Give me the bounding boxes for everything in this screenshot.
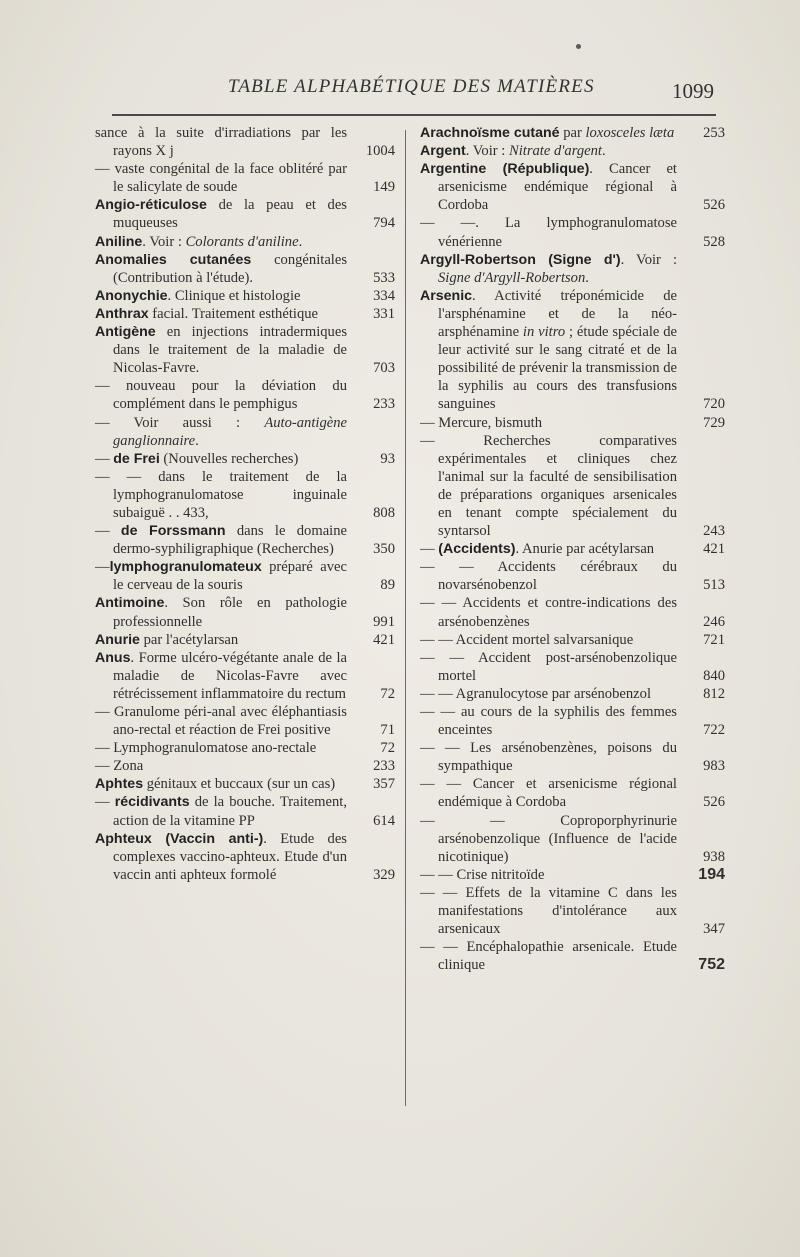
entry-text	[420, 594, 677, 630]
entry-segment: — nouveau pour la déviation du complément dans le pemphigus	[95, 378, 347, 413]
index-entry	[95, 594, 395, 630]
entry-page-number: 334	[373, 287, 395, 304]
entry-segment: — — Accidents cérébraux du novarsénobenzol	[420, 559, 677, 594]
entry-text	[95, 703, 347, 739]
entry-segment: . Voir :	[620, 251, 678, 268]
entry-text	[95, 450, 347, 468]
entry-page-number: 729	[703, 414, 725, 431]
entry-segment: dans le domaine dermo-syphiligraphique (Recherches)	[113, 523, 347, 558]
entry-page-number: 720	[703, 396, 725, 413]
entry-text	[420, 432, 677, 541]
entry-text	[420, 160, 677, 214]
entry-text	[420, 739, 677, 775]
entry-page-number: 71	[380, 722, 395, 739]
entry-text	[420, 124, 677, 142]
index-entry	[420, 938, 725, 974]
index-entry	[95, 377, 395, 413]
entry-page-number: 253	[703, 125, 725, 141]
index-entry	[420, 414, 725, 432]
entry-page-number: 614	[373, 812, 395, 829]
entry-segment: (Nouvelles recherches)	[159, 450, 299, 467]
entry-page-number: 350	[373, 541, 395, 558]
right-column	[420, 124, 725, 974]
entry-headword: Argentine (République)	[420, 161, 590, 178]
entry-text	[95, 233, 347, 251]
index-entry	[95, 775, 395, 793]
entry-segment: . Clinique et histologie	[167, 287, 301, 304]
entry-page-number: 93	[380, 450, 395, 467]
entry-text	[420, 866, 677, 884]
entry-text	[95, 757, 347, 775]
entry-text	[95, 522, 347, 558]
entry-segment: Nitrate d'argent	[508, 143, 602, 160]
entry-page-number: 72	[380, 740, 395, 757]
entry-headword: Angio-réticulose	[95, 197, 207, 214]
entry-segment: — — Effets de la vitamine C dans les manifestations d'intolérance aux arsenicaux	[420, 884, 677, 938]
index-entry	[420, 775, 725, 811]
entry-segment: — — Crise nitritoïde	[420, 866, 545, 883]
entry-text	[95, 631, 347, 649]
entry-segment: loxosceles læta	[585, 125, 675, 141]
entry-segment: génitaux et buccaux (sur un cas)	[143, 776, 336, 793]
page-number: 1099	[672, 79, 714, 103]
entry-segment: . Anurie par acétylarsan	[515, 541, 655, 558]
entry-segment: —	[95, 523, 121, 540]
entry-headword: Aniline	[95, 233, 143, 250]
entry-segment: — vaste congénital de la face oblitéré par le salicylate de soude	[95, 161, 347, 196]
column-divider	[405, 130, 406, 1106]
entry-page-number: 526	[703, 794, 725, 811]
entry-headword: Aphtes	[95, 776, 144, 793]
index-entry	[420, 884, 725, 938]
entry-text	[95, 124, 347, 160]
entry-text	[95, 287, 347, 305]
index-entry	[420, 594, 725, 630]
entry-segment: — — dans le traitement de la lymphogranulomatose inguinale subaiguë . . 433,	[95, 468, 347, 521]
entry-headword: de Forssmann	[120, 523, 226, 540]
index-entry	[420, 142, 725, 160]
entry-page-number: 357	[373, 776, 395, 793]
index-entry	[95, 649, 395, 703]
index-entry	[95, 124, 395, 160]
entry-page-number: 72	[380, 685, 395, 702]
index-entry	[95, 305, 395, 323]
entry-headword: Arsenic	[420, 287, 473, 304]
index-entry	[95, 450, 395, 468]
entry-text	[95, 160, 347, 196]
entry-segment: de la bouche. Traitement, action de la vitamine PP	[113, 794, 347, 829]
entry-page-number: 722	[703, 722, 725, 739]
entry-segment: — —. La lymphogranulomatose vénérienne	[420, 215, 677, 250]
index-entry	[95, 558, 395, 594]
entry-segment: — — au cours de la syphilis des femmes enceintes	[420, 704, 677, 739]
entry-page-number: 812	[703, 685, 725, 702]
index-entry	[420, 739, 725, 775]
left-column	[95, 124, 395, 884]
entry-text	[420, 251, 677, 287]
entry-page-number: 246	[703, 613, 725, 630]
header-rule	[112, 114, 716, 116]
entry-segment: — Granulome péri-anal avec éléphantiasis ano-rectal et réaction de Frei positive	[95, 704, 347, 739]
entry-text	[420, 812, 677, 866]
entry-page-number: 703	[373, 360, 395, 377]
entry-text	[95, 649, 347, 703]
entry-text	[420, 414, 677, 432]
entry-text	[95, 793, 347, 829]
index-entry	[95, 522, 395, 558]
entry-segment: —	[420, 541, 439, 558]
entry-page-number: 752	[698, 956, 725, 974]
entry-segment: Signe d'Argyll-Robertson	[438, 269, 586, 286]
entry-text	[95, 323, 347, 377]
running-head	[0, 76, 800, 106]
entry-text	[420, 703, 677, 739]
entry-headword: Anonychie	[95, 287, 168, 304]
index-entry	[420, 558, 725, 594]
index-entry	[95, 160, 395, 196]
index-entry	[95, 468, 395, 522]
index-entry	[420, 685, 725, 703]
entry-headword: Antimoine	[95, 595, 165, 612]
entry-page-number: 233	[373, 396, 395, 413]
index-entry	[420, 812, 725, 866]
entry-page-number: 421	[373, 631, 395, 648]
entry-segment: . Cancer et arsenicisme endémique régional à Cordoba	[438, 161, 677, 214]
entry-segment: . Etude des complexes vaccino-aphteux. Etude d'un vaccin anti aphteux formolé	[113, 830, 347, 883]
entry-text	[420, 540, 677, 558]
entry-page-number: 721	[703, 631, 725, 648]
entry-text	[95, 558, 347, 594]
entry-text	[95, 739, 347, 757]
index-entry	[95, 703, 395, 739]
entry-text	[95, 775, 347, 793]
entry-page-number: 421	[703, 541, 725, 558]
entry-text	[95, 377, 347, 413]
index-entry	[95, 196, 395, 232]
entry-segment: — — Agranulocytose par arsénobenzol	[420, 685, 651, 702]
entry-page-number: 528	[703, 233, 725, 250]
index-entry	[95, 251, 395, 287]
entry-segment: sance à la suite d'irradiations par les rayons X j	[95, 125, 347, 160]
entry-page-number: 533	[373, 269, 395, 286]
entry-segment: congénitales (Contribution à l'étude).	[113, 251, 348, 286]
entry-headword: Anus	[95, 649, 131, 666]
entry-segment: . Forme ulcéro-végétante anale de la maladie de Nicolas-Favre avec rétrécissement inflammatoire du rectum	[113, 649, 347, 702]
entry-page-number: 526	[703, 197, 725, 214]
entry-segment: par l'acétylarsan	[139, 631, 239, 648]
entry-segment: . Activité tréponémicide de l'arsphénamine et de la néo-arsphénamine	[438, 287, 677, 341]
entry-page-number: 794	[373, 215, 395, 232]
entry-segment: — Lymphogranulomatose ano-rectale	[95, 740, 317, 757]
entry-segment: — — Coproporphyrinurie arsénobenzolique (Influence de l'acide nicotinique)	[420, 812, 677, 865]
entry-headword: Anomalies cutanées	[95, 251, 252, 268]
index-entry	[420, 160, 725, 214]
entry-text	[420, 558, 677, 594]
entry-page-number: 991	[373, 613, 395, 630]
entry-headword: lymphogranulomateux	[109, 559, 262, 576]
index-entry	[95, 631, 395, 649]
entry-segment: Auto-antigène ganglionnaire	[113, 414, 347, 449]
entry-segment: —	[95, 450, 114, 467]
entry-headword: Anthrax	[95, 305, 149, 322]
entry-text	[95, 196, 347, 232]
index-entry	[95, 233, 395, 251]
index-entry	[95, 323, 395, 377]
index-entry	[420, 287, 725, 414]
entry-segment: .	[195, 432, 199, 449]
entry-page-number: 347	[703, 921, 725, 938]
entry-segment: . Voir :	[465, 143, 509, 160]
entry-page-number: 89	[380, 577, 395, 594]
entry-page-number: 808	[373, 504, 395, 521]
entry-page-number: 1004	[365, 143, 395, 160]
entry-page-number: 233	[373, 758, 395, 775]
entry-segment: . Voir :	[142, 233, 186, 250]
entry-page-number: 243	[703, 523, 725, 540]
entry-segment: .	[298, 233, 303, 250]
index-entry	[95, 739, 395, 757]
entry-segment: in vitro	[522, 324, 566, 341]
index-entry	[420, 251, 725, 287]
entry-text	[420, 287, 677, 414]
entry-segment: — Recherches comparatives expérimentales et cliniques chez l'animal sur la faculté de sensibilisation de préparations organiques arsenicales en tenant compte spécialement du syntarsol	[420, 432, 677, 540]
entry-segment: — — Cancer et arsenicisme régional endémique à Cordoba	[420, 776, 677, 811]
entry-segment: par	[559, 125, 586, 141]
entry-page-number: 149	[373, 179, 395, 196]
entry-text	[420, 649, 677, 685]
index-entry	[95, 830, 395, 884]
entry-segment: ; étude spéciale de leur activité sur le sang citraté et de la possibilité de prévenir la transmission de la syphilis au cours des transfusions sanguines	[438, 324, 677, 413]
entry-text	[95, 251, 347, 287]
index-entry	[420, 540, 725, 558]
entry-text	[95, 594, 347, 630]
index-entry	[95, 793, 395, 829]
entry-segment: — — Accident mortel salvarsanique	[420, 631, 634, 648]
entry-segment: de la peau et des muqueuses	[113, 197, 347, 232]
entry-segment: — — Accident post-arsénobenzolique mortel	[420, 649, 677, 684]
entry-segment: facial. Traitement esthétique	[148, 305, 319, 322]
entry-text	[420, 631, 677, 649]
entry-segment: —	[95, 559, 110, 576]
entry-segment: — — Accidents et contre-indications des arsénobenzènes	[420, 595, 677, 630]
entry-headword: Arachnoïsme cutané	[420, 125, 560, 141]
entry-segment: —	[95, 794, 115, 811]
entry-page-number: 983	[703, 758, 725, 775]
entry-page-number: 938	[703, 848, 725, 865]
entry-segment: en injections intradermiques dans le traitement de la maladie de Nicolas-Favre.	[113, 324, 347, 377]
index-entry	[95, 757, 395, 775]
index-entry	[95, 414, 395, 450]
entry-text	[95, 414, 347, 450]
entry-segment: préparé avec le cerveau de la souris	[113, 559, 347, 594]
entry-segment: Colorants d'aniline	[185, 233, 299, 250]
entry-page-number: 194	[698, 865, 725, 883]
entry-headword: de Frei	[113, 450, 160, 467]
entry-text	[420, 685, 677, 703]
entry-page-number: 331	[373, 305, 395, 322]
entry-text	[95, 830, 347, 884]
entry-text	[420, 938, 677, 974]
index-entry	[420, 703, 725, 739]
index-entry	[420, 214, 725, 250]
index-entry	[95, 287, 395, 305]
entry-segment: .	[585, 269, 589, 286]
entry-headword: (Accidents)	[438, 541, 516, 558]
entry-page-number: 840	[703, 667, 725, 684]
index-entry	[420, 649, 725, 685]
entry-segment: — — Les arsénobenzènes, poisons du sympathique	[420, 740, 677, 775]
index-entry	[420, 866, 725, 884]
entry-text	[420, 142, 677, 160]
entry-page-number: 513	[703, 577, 725, 594]
entry-text	[420, 884, 677, 938]
entry-headword: Antigène	[95, 324, 156, 341]
entry-segment: — Zona	[95, 758, 144, 775]
index-entry	[420, 631, 725, 649]
entry-text	[420, 775, 677, 811]
entry-headword: Argent	[420, 143, 466, 160]
entry-headword: Aphteux (Vaccin anti-)	[95, 830, 264, 847]
index-entry	[420, 124, 725, 142]
entry-segment: — Voir aussi :	[95, 414, 265, 431]
entry-text	[420, 214, 677, 250]
entry-segment: — Mercure, bismuth	[420, 414, 542, 431]
entry-page-number: 329	[373, 866, 395, 883]
entry-text	[95, 468, 347, 522]
entry-headword: Anurie	[95, 631, 140, 648]
entry-text	[95, 305, 347, 323]
entry-segment: — — Encéphalopathie arsenicale. Etude clinique	[420, 939, 677, 974]
entry-headword: récidivants	[114, 794, 190, 811]
ink-speck	[576, 44, 581, 49]
entry-segment: . Son rôle en pathologie professionnelle	[113, 595, 347, 630]
entry-segment: .	[601, 143, 606, 160]
entry-headword: Argyll-Robertson (Signe d')	[420, 251, 621, 268]
index-entry	[420, 432, 725, 541]
running-title: TABLE ALPHABÉTIQUE DES MATIÈRES	[228, 76, 595, 97]
